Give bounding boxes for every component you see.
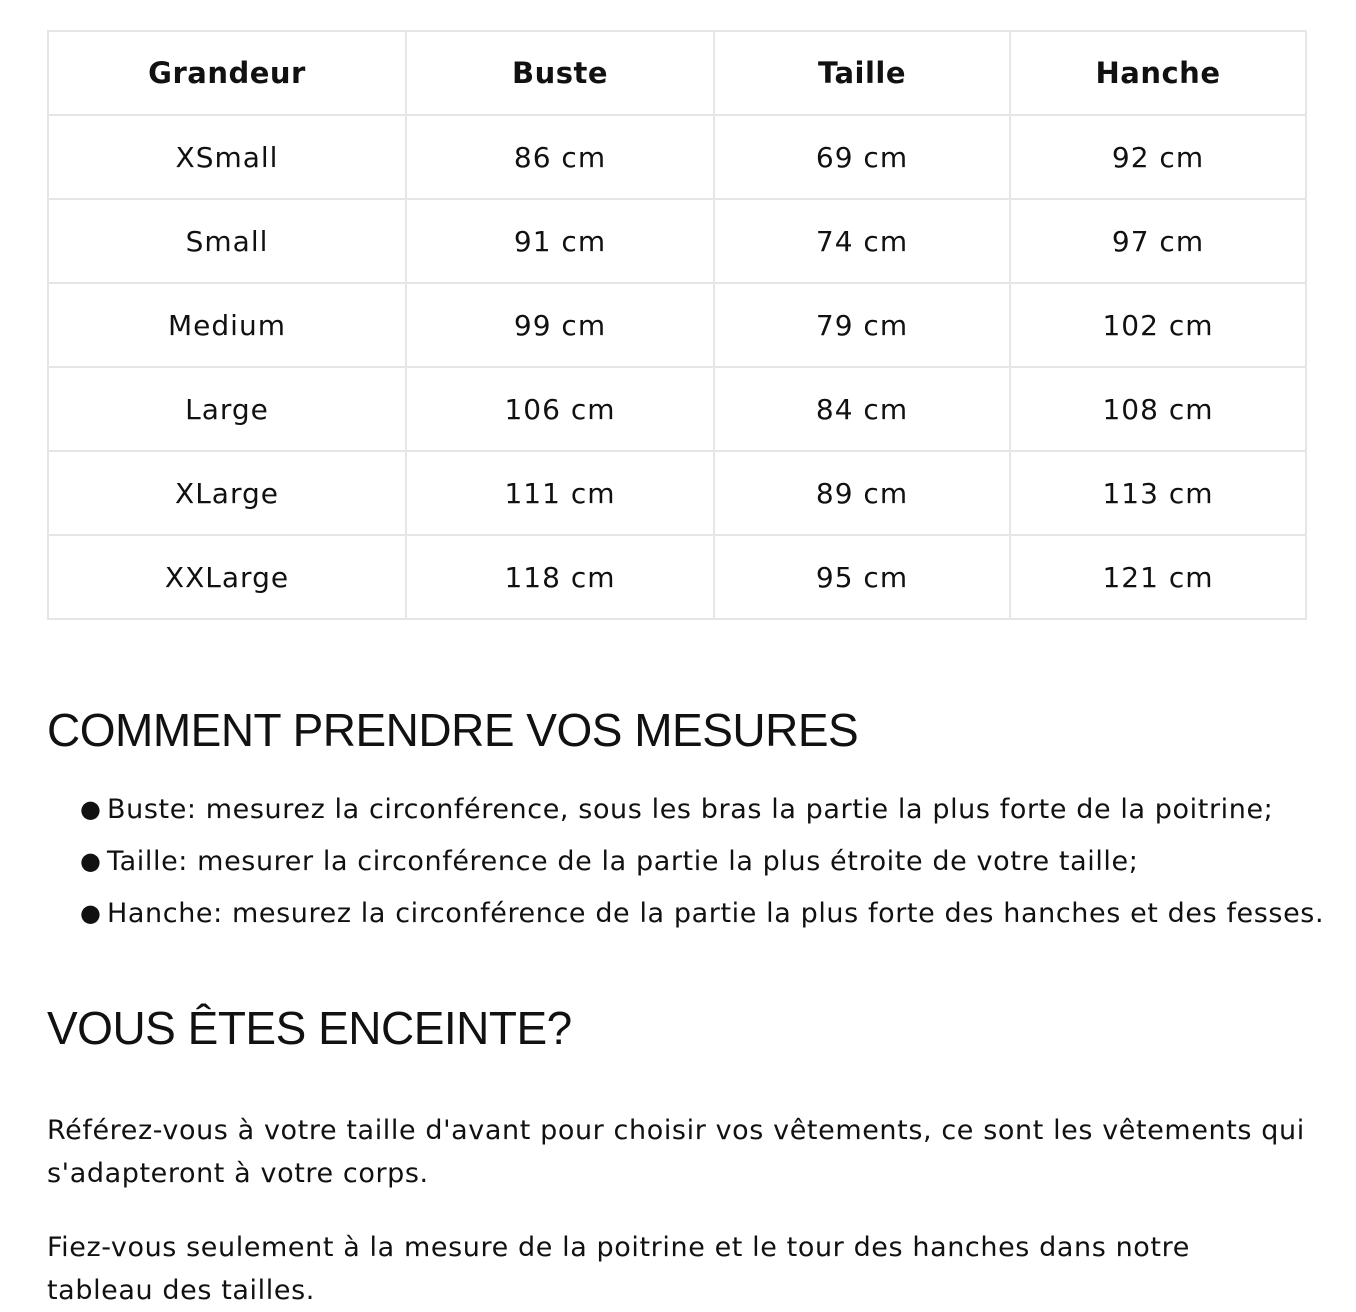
- bullet-icon: ●: [80, 795, 102, 823]
- cell-bust: 118 cm: [406, 535, 714, 619]
- table-header-row: [48, 31, 1306, 115]
- size-chart-table: [47, 30, 1307, 620]
- table-row: [48, 115, 1306, 199]
- cell-bust: 86 cm: [406, 115, 714, 199]
- cell-waist: 89 cm: [714, 451, 1010, 535]
- cell-hip: 108 cm: [1010, 367, 1306, 451]
- measure-instructions-list: [47, 788, 1356, 944]
- bullet-icon: ●: [80, 847, 102, 875]
- pregnant-paragraph: Fiez-vous seulement à la mesure de la poitrine et le tour des hanches dans notre tableau des tailles.: [47, 1232, 1190, 1306]
- list-item-text: Hanche: mesurez la circonférence de la partie la plus forte des hanches et des fesses.: [107, 898, 1325, 929]
- cell-hip: 102 cm: [1010, 283, 1306, 367]
- cell-size: Small: [48, 199, 406, 283]
- list-item-text: Buste: mesurez la circonférence, sous les bras la partie la plus forte de la poitrine;: [107, 794, 1274, 825]
- cell-hip: 97 cm: [1010, 199, 1306, 283]
- cell-size: Large: [48, 367, 406, 451]
- cell-size: Medium: [48, 283, 406, 367]
- cell-waist: 84 cm: [714, 367, 1010, 451]
- page-content: [47, 30, 1325, 1306]
- list-item: [80, 840, 1356, 883]
- header-size: Grandeur: [48, 31, 406, 115]
- cell-waist: 95 cm: [714, 535, 1010, 619]
- pregnant-section-title: VOUS ÊTES ENCEINTE?: [47, 1002, 572, 1054]
- table-row: [48, 199, 1306, 283]
- cell-waist: 79 cm: [714, 283, 1010, 367]
- header-bust: Buste: [406, 31, 714, 115]
- bullet-icon: ●: [80, 899, 102, 927]
- cell-bust: 106 cm: [406, 367, 714, 451]
- list-item: [80, 788, 1356, 831]
- cell-bust: 111 cm: [406, 451, 714, 535]
- list-item-text: Taille: mesurer la circonférence de la partie la plus étroite de votre taille;: [107, 846, 1139, 877]
- header-hip: Hanche: [1010, 31, 1306, 115]
- cell-hip: 92 cm: [1010, 115, 1306, 199]
- measure-section-title: COMMENT PRENDRE VOS MESURES: [47, 704, 859, 756]
- cell-hip: 113 cm: [1010, 451, 1306, 535]
- table-row: [48, 367, 1306, 451]
- table-row: [48, 535, 1306, 619]
- cell-hip: 121 cm: [1010, 535, 1306, 619]
- cell-size: XLarge: [48, 451, 406, 535]
- cell-waist: 74 cm: [714, 199, 1010, 283]
- table-row: [48, 451, 1306, 535]
- cell-size: XSmall: [48, 115, 406, 199]
- cell-size: XXLarge: [48, 535, 406, 619]
- table-row: [48, 283, 1306, 367]
- cell-bust: 99 cm: [406, 283, 714, 367]
- list-item: [80, 892, 1356, 935]
- cell-waist: 69 cm: [714, 115, 1010, 199]
- header-waist: Taille: [714, 31, 1010, 115]
- cell-bust: 91 cm: [406, 199, 714, 283]
- pregnant-paragraph: Référez-vous à votre taille d'avant pour choisir vos vêtements, ce sont les vêtements qui s'adapteront à votre corps.: [47, 1115, 1305, 1189]
